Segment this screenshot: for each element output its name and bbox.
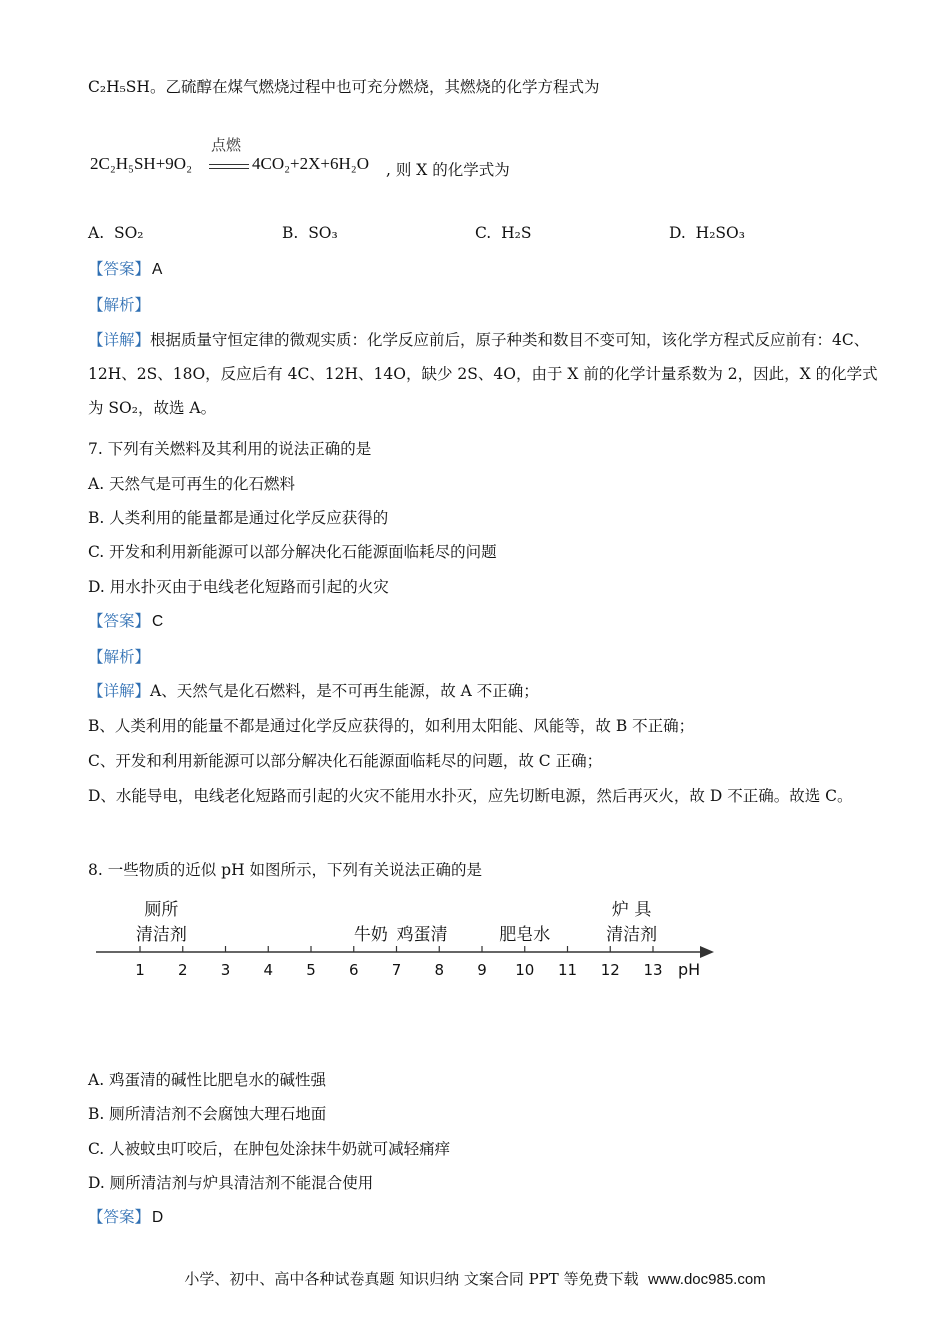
- detail-label: 【详解】: [88, 682, 151, 700]
- q7-option-a[interactable]: A. 天然气是可再生的化石燃料: [88, 475, 296, 493]
- q7-answer: [88, 610, 880, 633]
- q6-analysis-label: 【解析】: [88, 296, 151, 314]
- q7-option-d[interactable]: D. 用水扑灭由于电线老化短路而引起的火灾: [88, 578, 389, 596]
- q7-detail-a: 【详解】A、天然气是化石燃料，是不可再生能源，故 A 不正确；: [88, 682, 539, 700]
- q8-option-b[interactable]: B. 厕所清洁剂不会腐蚀大理石地面: [88, 1105, 327, 1123]
- q7-analysis-label: 【解析】: [88, 648, 151, 666]
- ph-tick-label: 4: [263, 961, 274, 979]
- footer: [0, 1268, 950, 1289]
- reaction-arrow: [209, 164, 249, 169]
- ph-tick-label: 3: [220, 961, 231, 979]
- q8-question: 8. 一些物质的近似 pH 如图所示，下列有关说法正确的是: [88, 861, 483, 879]
- ph-tick-label: 2: [177, 961, 188, 979]
- ph-tick-label: 12: [600, 961, 620, 979]
- ph-tick-label: 10: [515, 961, 535, 979]
- ph-label-milk: 牛奶: [353, 925, 388, 945]
- ph-axis-arrow: [700, 946, 714, 958]
- ph-tick-label: 11: [557, 961, 578, 979]
- q8-option-a[interactable]: A. 鸡蛋清的碱性比肥皂水的碱性强: [88, 1071, 327, 1089]
- footer-site-link[interactable]: www.doc985.com: [648, 1271, 766, 1288]
- q7-option-c[interactable]: C. 开发和利用新能源可以部分解决化石能源面临耗尽的问题: [88, 543, 497, 561]
- q6-option-a[interactable]: A. SO₂: [88, 224, 144, 242]
- q7-option-b[interactable]: B. 人类利用的能量都是通过化学反应获得的: [88, 509, 389, 527]
- q6-option-d[interactable]: D. H₂SO₃: [669, 224, 745, 242]
- ph-tick-label: 5: [306, 961, 316, 979]
- reaction-condition: 点燃: [211, 136, 242, 154]
- ph-label-soap-water: 肥皂水: [499, 925, 551, 945]
- q6-detail: [88, 323, 880, 425]
- q7-question: 7. 下列有关燃料及其利用的说法正确的是: [88, 440, 372, 458]
- q8-option-d[interactable]: D. 厕所清洁剂与炉具清洁剂不能混合使用: [88, 1174, 374, 1192]
- footer-text: 小学、初中、高中各种试卷真题 知识归纳 文案合同 PPT 等免费下载: [184, 1270, 639, 1288]
- ph-label-toilet-cleaner: 清洁剂: [135, 925, 187, 945]
- ethanethiol-formula: C₂H₅SH: [88, 78, 150, 96]
- answer-value: D: [152, 1209, 164, 1226]
- q7-detail-d: D、水能导电，电线老化短路而引起的火灾不能用水扑灭，应先切断电源，然后再灭火，故 D 不正确。故选 C。: [88, 787, 853, 805]
- ph-tick-label: 6: [348, 961, 359, 979]
- answer-label: 【答案】: [88, 260, 151, 278]
- ph-tick-label: 8: [434, 961, 445, 979]
- detail-label: 【详解】: [88, 331, 151, 349]
- answer-label: 【答案】: [88, 612, 151, 630]
- ph-axis-label: pH: [678, 960, 701, 979]
- q6-option-c[interactable]: C. H₂S: [475, 224, 532, 242]
- detail-text: 根据质量守恒定律的微观实质：化学反应前后，原子种类和数目不变可知，该化学方程式反应前有：4C、12H、2S、18O，反应后有 4C、12H、14O，缺少 2S、4O，由于 X 前的化学计量系数为 2，因此，X 的化学式为 SO₂，故选 A。: [88, 331, 878, 417]
- ph-tick-label: 13: [643, 961, 663, 979]
- q7-detail-b: B、人类利用的能量不都是通过化学反应获得的，如利用太阳能、风能等，故 B 不正确；: [88, 717, 695, 735]
- answer-label: 【答案】: [88, 1208, 151, 1226]
- equation-suffix: , 则 X 的化学式为: [386, 161, 510, 179]
- chemical-equation: [90, 134, 590, 184]
- equation-rhs: 4CO₂+2X+6H₂O: [252, 154, 369, 173]
- ph-tick-label: 1: [135, 961, 145, 979]
- q7-detail-c: C、开发和利用新能源可以部分解决化石能源面临耗尽的问题，故 C 正确；: [88, 752, 603, 770]
- ph-tick-label: 7: [391, 961, 402, 979]
- ph-scale-chart: [90, 892, 750, 992]
- q8-option-c[interactable]: C. 人被蚊虫叮咬后，在肿包处涂抹牛奶就可减轻痛痒: [88, 1140, 451, 1158]
- q8-answer: [88, 1206, 880, 1229]
- ph-tick-label: 9: [477, 961, 487, 979]
- ph-label-toilet-cleaner: 厕所: [144, 900, 179, 920]
- intro-line: [88, 76, 880, 98]
- ph-label-egg-white: 鸡蛋清: [396, 925, 448, 945]
- ph-label-stove-cleaner: 清洁剂: [606, 925, 658, 945]
- equation-lhs: 2C₂H₅SH+9O₂: [90, 154, 192, 173]
- ph-label-stove-cleaner: 炉 具: [611, 900, 652, 920]
- intro-text: 。乙硫醇在煤气燃烧过程中也可充分燃烧，其燃烧的化学方程式为: [149, 78, 600, 96]
- q6-option-b[interactable]: B. SO₃: [282, 224, 338, 242]
- answer-value: A: [152, 261, 163, 278]
- q6-answer: [88, 258, 880, 281]
- answer-value: C: [152, 613, 164, 630]
